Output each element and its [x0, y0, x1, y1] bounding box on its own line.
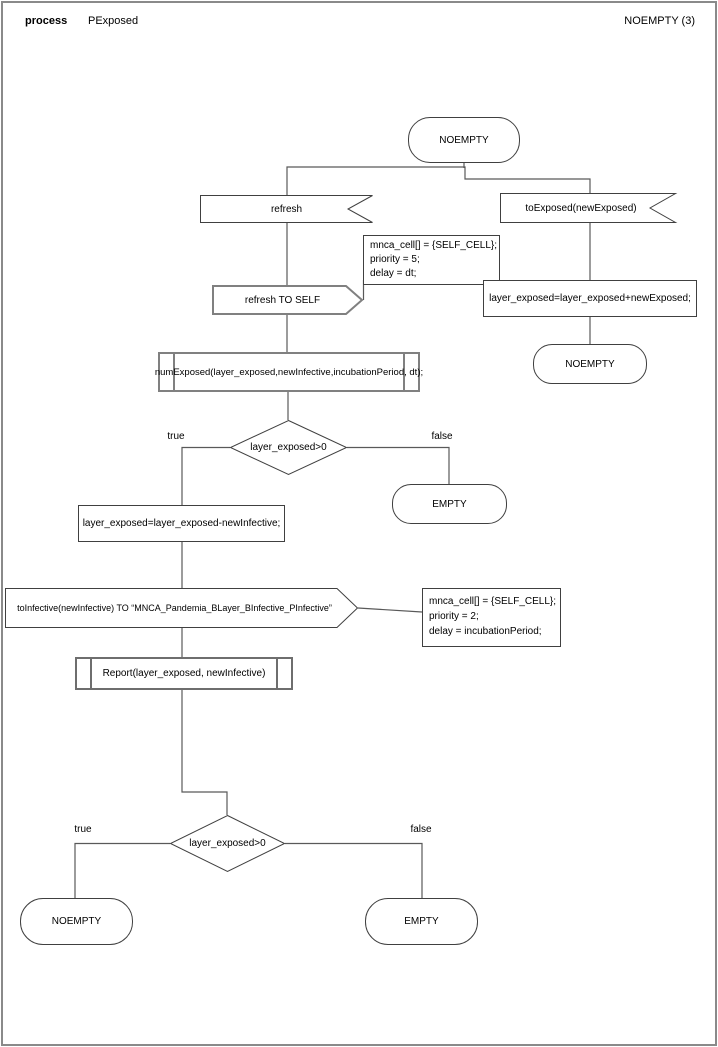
note-line: delay = dt;	[370, 268, 417, 279]
state-label: EMPTY	[404, 916, 439, 927]
predefined-process-numexposed[interactable]	[154, 352, 424, 392]
note-line: mnca_cell[] = {SELF_CELL};	[370, 240, 498, 251]
decision-layer-exposed-1[interactable]	[230, 420, 347, 475]
state-noempty-bottom[interactable]	[20, 898, 133, 945]
receive-signal-refresh[interactable]	[200, 195, 373, 223]
signal-label: refresh	[270, 203, 303, 215]
header-state-count: NOEMPTY (3)	[624, 15, 695, 27]
process-add-exposed[interactable]	[483, 280, 697, 317]
process-label: numExposed(layer_exposed,newInfective,incubationPeriod, dt);	[154, 366, 424, 378]
branch-label-true: true	[167, 431, 185, 442]
process-label: layer_exposed=layer_exposed+newExposed;	[489, 293, 691, 304]
signal-label: toExposed(newExposed)	[525, 202, 637, 214]
state-label: NOEMPTY	[565, 358, 615, 370]
send-signal-refresh-to-self[interactable]	[212, 285, 363, 315]
decision-label: layer_exposed>0	[250, 442, 327, 453]
note-infective-params[interactable]	[422, 588, 561, 647]
state-empty-bottom[interactable]	[365, 898, 478, 945]
process-sub-infective[interactable]	[78, 505, 285, 542]
branch-label-false: false	[431, 431, 453, 442]
note-line: mnca_cell[] = {SELF_CELL};	[429, 596, 557, 607]
process-label: layer_exposed=layer_exposed-newInfective;	[82, 518, 281, 529]
state-noempty-start[interactable]	[408, 117, 520, 163]
process-label: Report(layer_exposed, newInfective)	[102, 668, 266, 679]
note-line: delay = incubationPeriod;	[429, 626, 542, 637]
header-process-label: process	[25, 15, 68, 27]
note-line: priority = 5;	[370, 254, 420, 265]
state-label: NOEMPTY	[439, 134, 489, 146]
receive-signal-toexposed[interactable]	[500, 193, 676, 223]
state-label: NOEMPTY	[51, 916, 102, 927]
note-line: priority = 2;	[429, 611, 479, 622]
state-empty-upper[interactable]	[392, 484, 507, 524]
decision-layer-exposed-2[interactable]	[170, 815, 285, 872]
note-refresh-params[interactable]	[363, 235, 500, 285]
state-noempty-right[interactable]	[533, 344, 647, 384]
send-signal-toinfective[interactable]	[5, 588, 358, 628]
signal-label: refresh TO SELF	[244, 294, 321, 306]
signal-label: toInfective(newInfective) TO “MNCA_Pandemia_BLayer_BInfective_PInfective”	[17, 603, 332, 613]
header-title: PExposed	[88, 15, 139, 27]
predefined-process-report[interactable]	[75, 657, 293, 690]
branch-label-false: false	[410, 824, 432, 835]
branch-label-true: true	[74, 824, 92, 835]
decision-label: layer_exposed>0	[189, 838, 266, 849]
state-label: EMPTY	[432, 498, 467, 510]
